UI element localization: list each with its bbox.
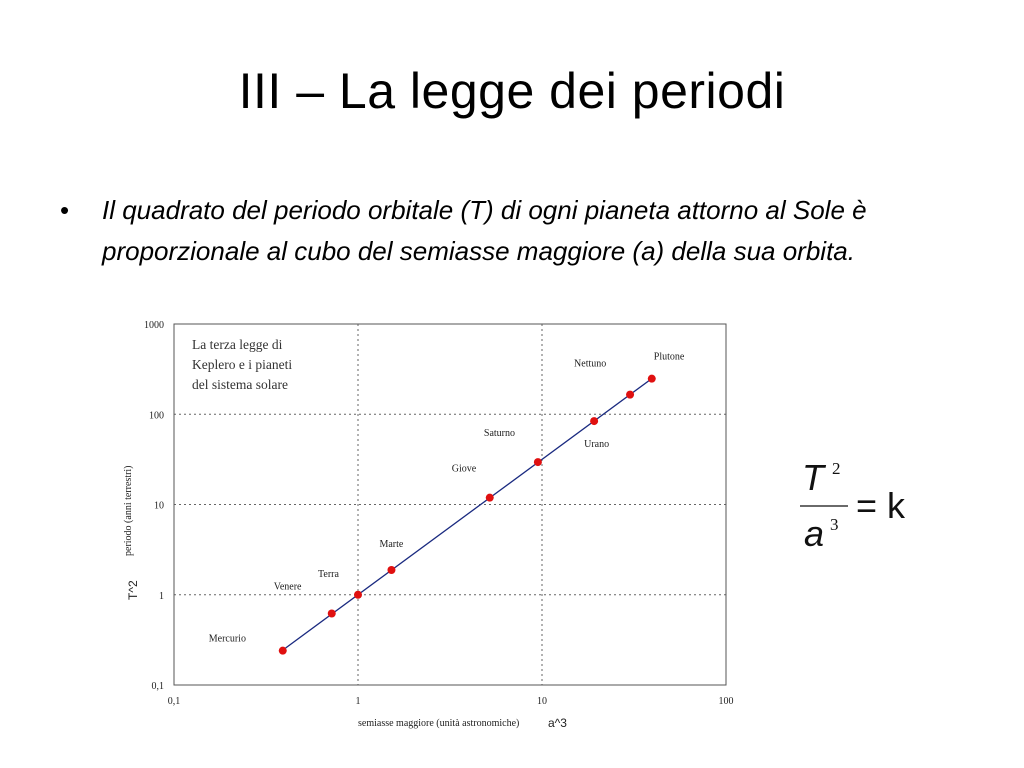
y-axis-label: periodo (anni terrestri) <box>123 465 134 556</box>
annotation-line-1: La terza legge di <box>192 337 283 352</box>
data-point <box>486 494 494 502</box>
point-label: Plutone <box>653 351 685 363</box>
y-tick-label: 1 <box>159 590 164 602</box>
point-label: Urano <box>584 439 610 451</box>
data-point <box>534 458 542 466</box>
x-axis-label: semiasse maggiore (unità astronomiche) <box>358 718 520 729</box>
x-tick-label: 1 <box>355 696 361 707</box>
chart-annotation <box>192 337 292 392</box>
y-tick-label: 10 <box>154 500 164 512</box>
point-label: Terra <box>318 568 339 580</box>
data-point <box>354 591 362 599</box>
point-label: Marte <box>379 539 404 551</box>
bullet-text: Il quadrato del periodo orbitale (T) di ogni pianeta attorno al Sole è proporzionale al cubo del semiasse maggiore (a) della sua orbita. <box>102 195 867 266</box>
formula-rhs: = k <box>856 485 906 526</box>
y-axis-ticks <box>144 320 164 692</box>
data-point <box>328 609 336 617</box>
kepler-chart <box>118 312 758 732</box>
data-point <box>279 647 287 655</box>
formula-numerator-exponent: 2 <box>832 459 841 478</box>
x-tick-label: 100 <box>718 696 734 707</box>
point-label: Saturno <box>483 428 516 440</box>
data-point <box>648 375 656 383</box>
formula-numerator: T <box>802 457 824 498</box>
formula-denominator: a <box>804 513 825 554</box>
x-axis-label-extra: a^3 <box>548 716 567 730</box>
annotation-line-2: Keplero e i pianeti <box>192 357 293 372</box>
data-point <box>626 391 634 399</box>
point-label: Venere <box>273 581 302 593</box>
slide-title: III – La legge dei periodi <box>238 63 786 119</box>
annotation-line-3: del sistema solare <box>192 377 288 392</box>
y-axis-label-extra: T^2 <box>126 580 140 600</box>
y-tick-label: 1000 <box>144 320 164 331</box>
formula-denominator-exponent: 3 <box>830 515 839 534</box>
x-axis-ticks <box>168 696 734 707</box>
y-tick-label: 100 <box>149 410 164 422</box>
x-tick-label: 0,1 <box>167 696 181 707</box>
x-tick-label: 10 <box>537 696 547 707</box>
point-labels <box>209 352 685 645</box>
data-point <box>590 417 598 425</box>
kepler-formula <box>790 448 920 558</box>
bullet-dot-icon: • <box>60 195 70 225</box>
y-tick-label: 0,1 <box>151 681 164 692</box>
data-point <box>387 566 395 574</box>
point-label: Mercurio <box>208 633 246 645</box>
point-label: Nettuno <box>574 358 607 370</box>
point-label: Giove <box>451 463 477 475</box>
